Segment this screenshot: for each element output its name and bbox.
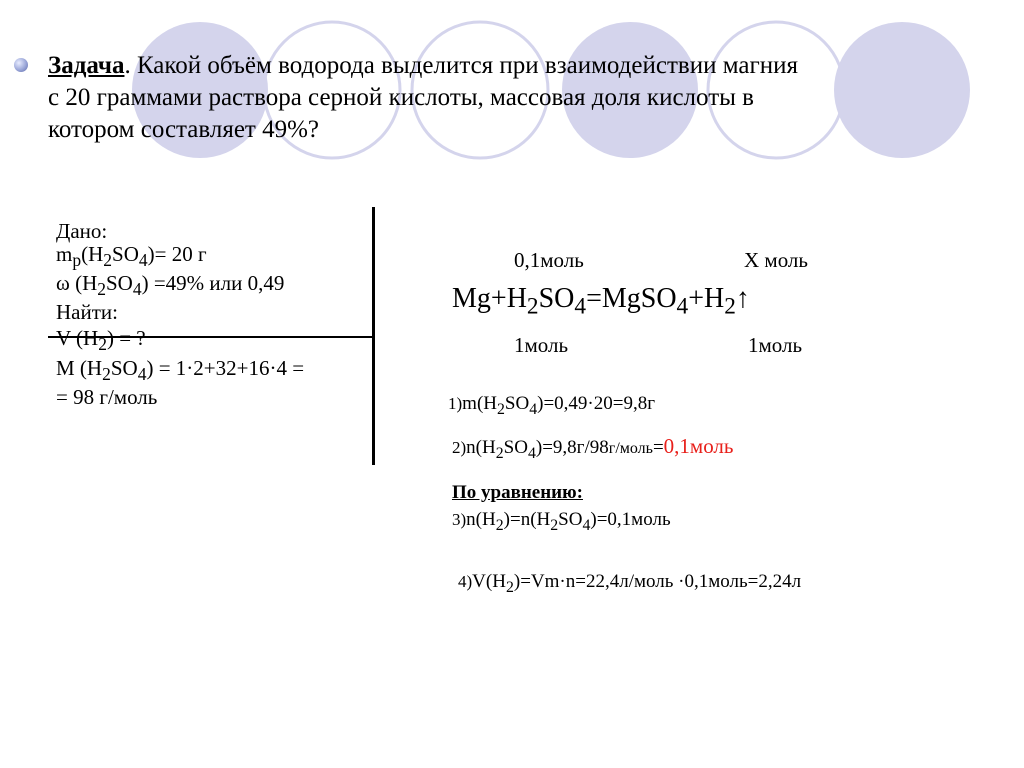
task-statement [48, 50, 948, 146]
find-volume: V $(H_2)$ = ? [56, 326, 146, 355]
task-line-1 [48, 50, 948, 82]
given-fraction: ω $(H_2SO_4) =49\%$ или 0,49 [56, 271, 285, 300]
task-line-3: котором составляет 49%? [48, 116, 320, 143]
task-heading: Задача [48, 52, 125, 79]
task-line-2: с 20 граммами раствора серной кислоты, массовая доля кислоты в [48, 84, 754, 111]
eq-top-right: Х моль [744, 248, 808, 272]
step-2-result: 0,1моль [663, 434, 734, 458]
molar-mass-line: M $(H_2SO_4) = 1\cdot 2+32+16\cdot 4$ = [56, 355, 305, 384]
reaction-equation: $Mg+H_2SO_4=MgSO_4+H_2↑$ [452, 283, 750, 320]
molar-mass-result: = 98 г/моль [56, 384, 158, 409]
step-4: $4)V(H_2)=Vm\cdot n=22,4л$/моль ·0,1моль=2,24л [458, 571, 802, 596]
bullet-icon [14, 58, 28, 72]
find-title: Найти: [56, 300, 118, 325]
given-block [56, 220, 304, 409]
step-1: $1)m(H_2SO_4)=0,49\cdot 20=9,8г$ [448, 393, 656, 418]
step-3: $3)n(H_2)=n(H_2SO_4)=0,1моль$ [452, 509, 671, 534]
task-text-1: . Какой объём водорода выделится при взаимодействии магния [124, 52, 798, 79]
step-2: $2)n(H_2SO_4)=9,8г/98г/моль=0,1моль$ [452, 434, 734, 462]
given-title: Дано: [56, 219, 108, 243]
eq-top-left: 0,1моль [514, 248, 584, 272]
by-equation-heading: По уравнению: [452, 482, 583, 503]
eq-bottom-right: 1моль [748, 333, 803, 357]
eq-bottom-left: 1моль [514, 333, 569, 357]
given-mass: $m_р(H_2SO_4)= 20$ г [56, 242, 207, 271]
